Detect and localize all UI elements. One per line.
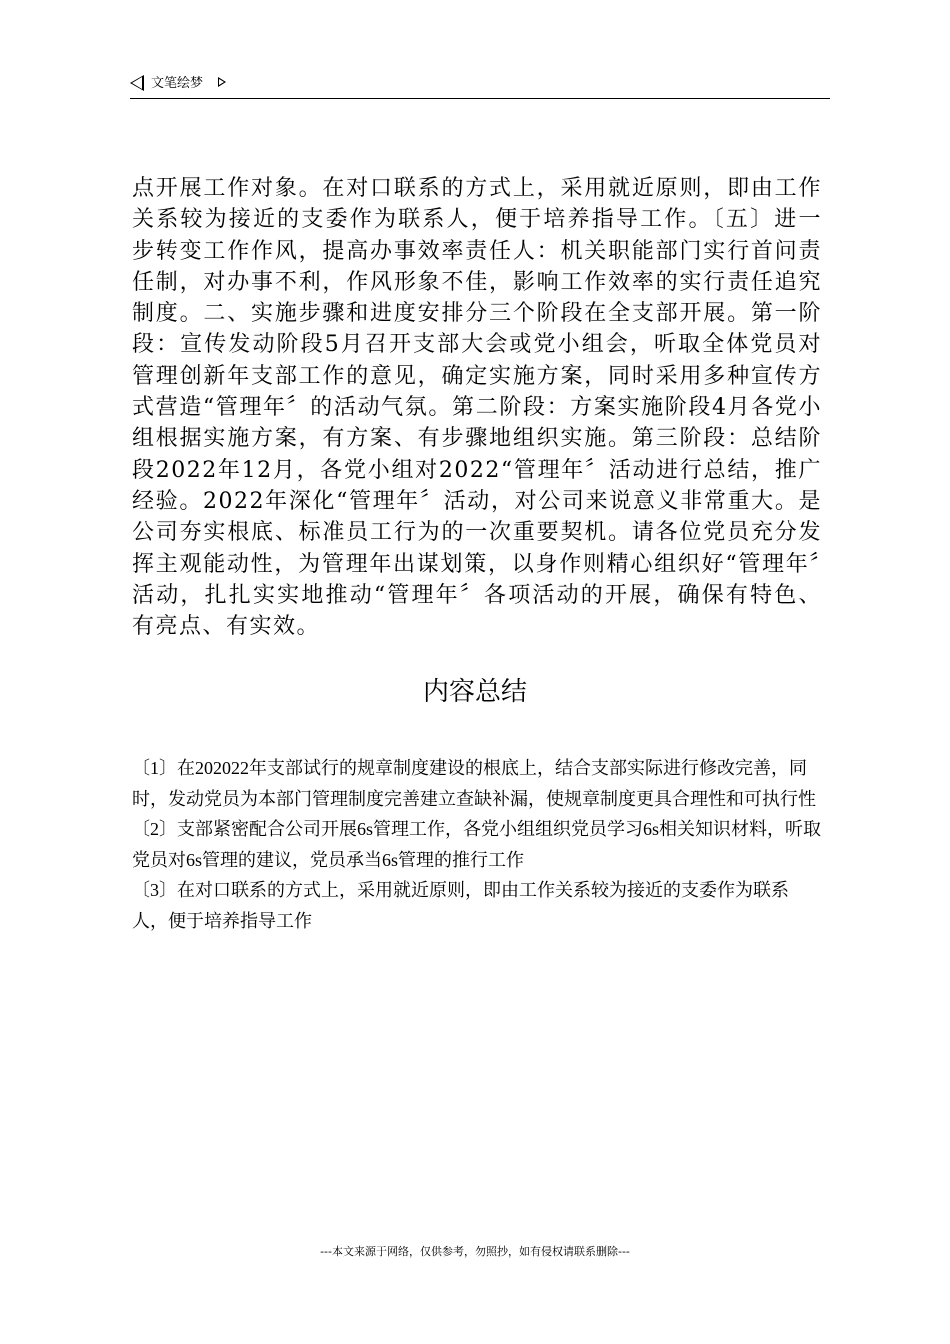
triangle-left-outline-icon (130, 75, 144, 91)
header-title: 文笔绘梦 (151, 76, 204, 91)
summary-title: 内容总结 (422, 677, 527, 707)
summary-list (132, 753, 822, 937)
summary-item: 〔3〕在对口联系的方式上，采用就近原则，即由工作关系较为接近的支委作为联系人，便于培养指导工作 (132, 880, 789, 931)
summary-item: 〔1〕在202022年支部试行的规章制度建设的根底上，结合支部实际进行修改完善，同时，发动党员为本部门管理制度完善建立查缺补漏，使规章制度更具合理性和可执行性 (132, 758, 816, 809)
triangle-right-outline-icon (218, 77, 226, 87)
footer-note: ---本文来源于网络，仅供参考，勿照抄，如有侵权请联系删除--- (320, 1245, 630, 1258)
summary-item: 〔2〕支部紧密配合公司开展6s管理工作，各党小组组织党员学习6s相关知识材料，听取党员对6s管理的建议，党员承当6s管理的推行工作 (132, 819, 822, 870)
page-header (130, 72, 830, 99)
body-paragraph: 点开展工作对象。在对口联系的方式上，采用就近原则，即由工作关系较为接近的支委作为联系人，便于培养指导工作。〔五〕进一步转变工作作风，提高办事效率责任人：机关职能部门实行首问责任制，对办事不利，作风形象不佳，影响工作效率的实行责任追究制度。二、实施步骤和进度安排分三个阶段在全支部开展。第一阶段：宣传发动阶段5月召开支部大会或党小组会，听取全体党员对管理创新年支部工作的意见，确定实施方案，同时采用多种宣传方式营造“管理年〞的活动气氛。第二阶段：方案实施阶段4月各党小组根据实施方案，有方案、有步骤地组织实施。第三阶段：总结阶段2022年12月，各党小组对2022“管理年〞活动进行总结，推广经验。2022年深化“管理年〞活动，对公司来说意义非常重大。是公司夯实根底、标准员工行为的一次重要契机。请各位党员充分发挥主观能动性，为管理年出谋划策，以身作则精心组织好“管理年〞活动，扎扎实实地推动“管理年〞各项活动的开展，确保有特色、有亮点、有实效。 (132, 176, 822, 640)
